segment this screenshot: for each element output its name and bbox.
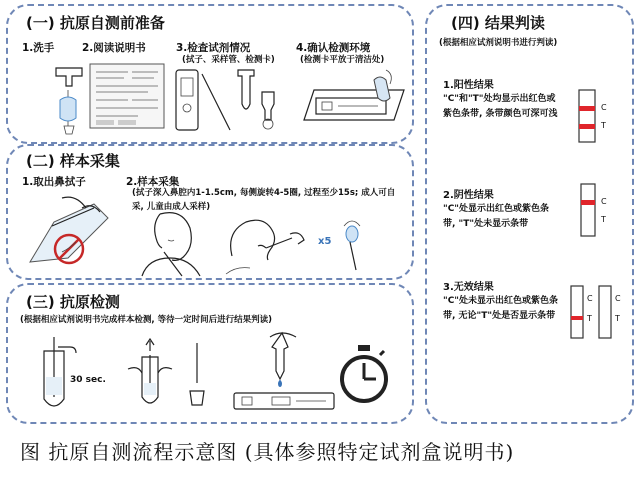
positive-c-band [579, 106, 595, 111]
swab-rotate-illustration [334, 212, 374, 272]
positive-c-label: C [601, 103, 607, 112]
positive-result-title: 1.阳性结果 [443, 80, 494, 91]
manual-illustration [88, 62, 168, 132]
invalid-t-label-1: T [587, 314, 592, 323]
negative-test-strip [579, 182, 619, 242]
face-swab-rotate-illustration [222, 216, 322, 276]
negative-c-label: C [601, 197, 607, 206]
invalid-c-label-2: C [615, 294, 621, 303]
invalid-c-label-1: C [587, 294, 593, 303]
invalid-result-title: 3.无效结果 [443, 282, 494, 293]
panel-antigen-test [6, 283, 414, 424]
rotate-count-label: x5 [318, 236, 332, 247]
negative-result-desc: "C"处显示出红色或紫色条带, "T"处未显示条带 [443, 204, 549, 229]
invalid-t-label-2: T [615, 314, 620, 323]
step-read-manual: 2.阅读说明书 [82, 42, 146, 54]
squeeze-tube-illustration [126, 337, 186, 417]
step-collect-sample: 2.样本采集 [126, 176, 180, 188]
step-check-kit-note: (拭子、采样管、检测卡) [182, 55, 275, 65]
positive-t-band [579, 124, 595, 129]
step-check-environment-note: (检测卡平放于清洁处) [300, 55, 385, 65]
environment-illustration [298, 72, 410, 132]
positive-t-label: T [601, 121, 606, 130]
panel-title: (一) 抗原自测前准备 [26, 14, 165, 32]
step-check-environment: 4.确认检测环境 [296, 42, 371, 54]
panel-result-reading [425, 4, 634, 424]
stopwatch-icon [336, 343, 392, 407]
invalid-t-band [571, 316, 583, 320]
negative-result-title: 2.阴性结果 [443, 190, 494, 201]
dropper-cup-illustration [182, 341, 212, 415]
result-reading-note: (根据相应试剂说明书进行判读) [439, 38, 558, 48]
panel-preparation [6, 4, 414, 144]
step-take-swab: 1.取出鼻拭子 [22, 176, 86, 188]
panel-title: (三) 抗原检测 [26, 293, 120, 311]
face-swab-illustration [134, 210, 214, 276]
dropper-card-illustration [230, 331, 340, 415]
step-check-kit: 3.检查试剂情况 [176, 42, 251, 54]
prohibit-icon [52, 232, 86, 266]
sample-collection-note: (拭子深入鼻腔内1-1.5cm, 每侧旋转4-5圈, 过程至少15s; 成人可自采, 儿童由成人采样) [132, 188, 396, 212]
positive-test-strip [577, 88, 617, 148]
panel-sample-collection [6, 144, 414, 280]
positive-result-desc: "C"和"T"处均显示出红色或紫色条带, 条带颜色可深可浅 [443, 94, 558, 119]
timer-label: 30 sec. [70, 375, 106, 385]
negative-t-label: T [601, 215, 606, 224]
antigen-test-note: (根据相应试剂说明书完成样本检测, 等待一定时间后进行结果判读) [20, 315, 272, 325]
invalid-test-strips [569, 284, 629, 344]
figure-caption: 图 抗原自测流程示意图 (具体参照特定试剂盒说明书) [20, 440, 515, 464]
kit-items-illustration [174, 68, 284, 138]
panel-title: (二) 样本采集 [26, 152, 120, 170]
step-wash-hands: 1.洗手 [22, 42, 55, 54]
invalid-result-desc: "C"处未显示出红色或紫色条带, 无论"T"处是否显示条带 [443, 296, 558, 321]
panel-title: (四) 结果判读 [451, 14, 545, 32]
negative-c-band [581, 200, 595, 205]
